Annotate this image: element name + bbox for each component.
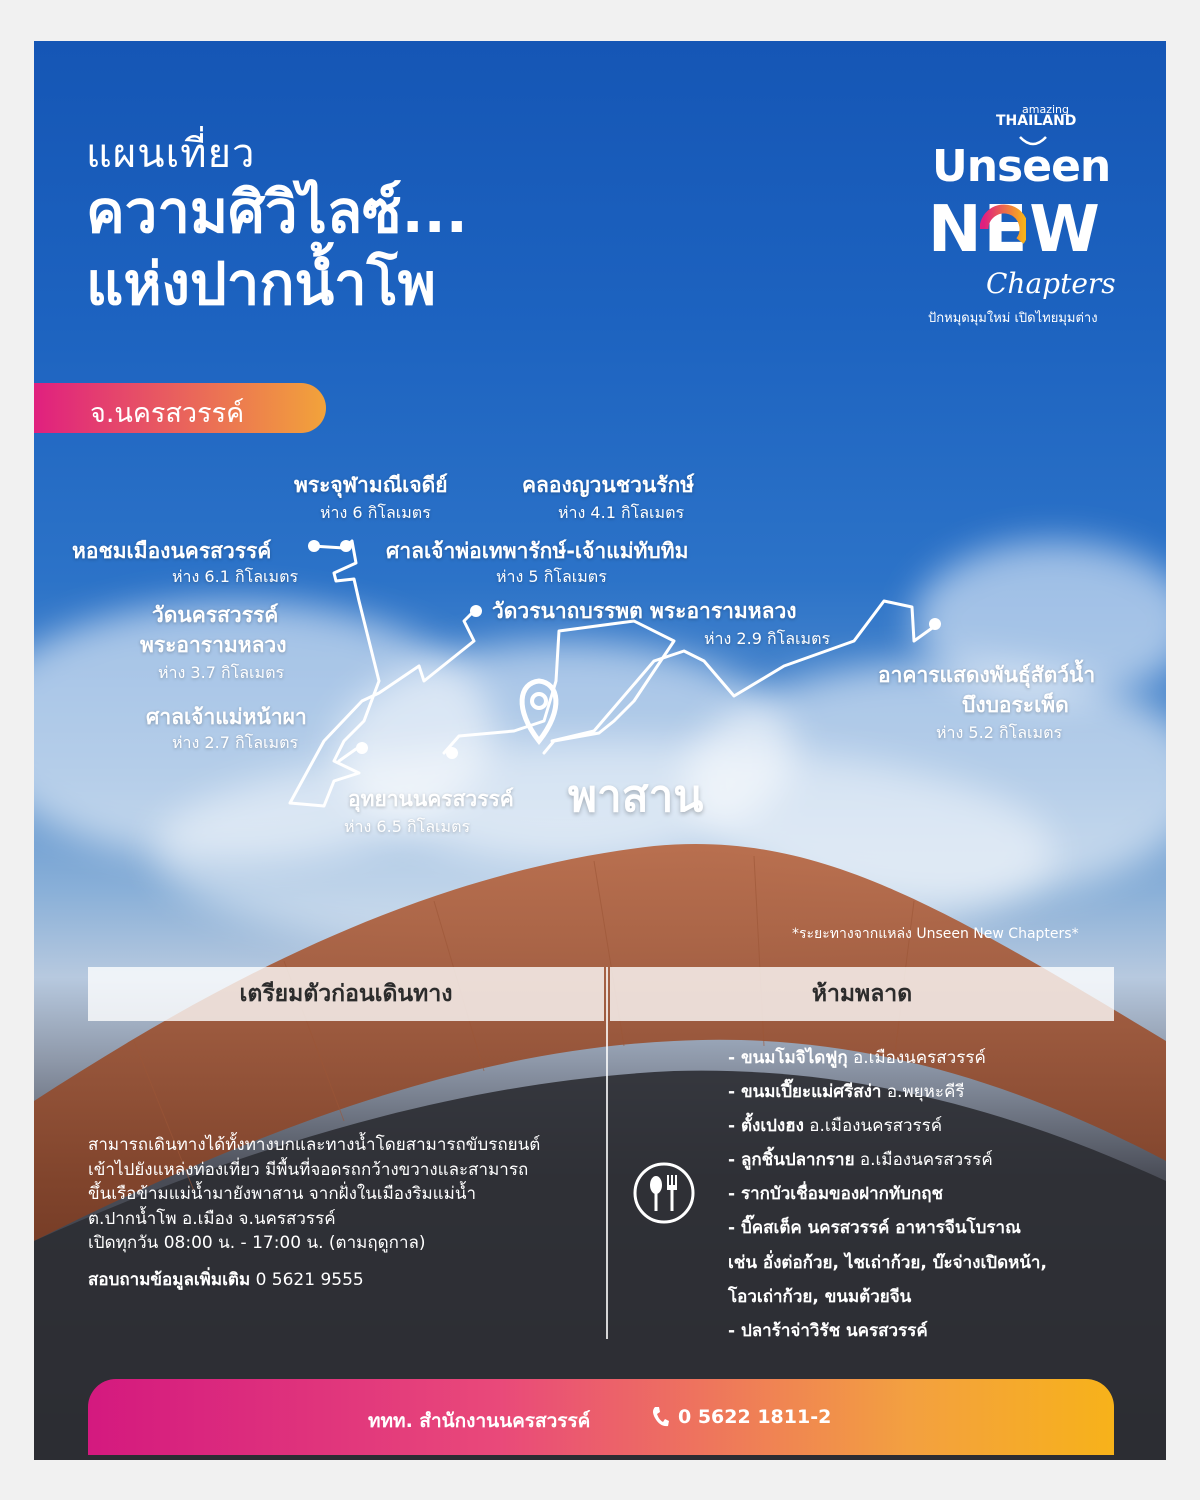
distance-note: *ระยะทางจากแหล่ง Unseen New Chapters* (792, 926, 1079, 942)
place-name: อาคารแสดงพันธุ์สัตว์น้ำ (878, 663, 1096, 687)
list-item: - ปลาร้าจ่าวิรัช นครสวรรค์ (728, 1320, 928, 1341)
place-name: วัดวรนาถบรรพต พระอารามหลวง (492, 599, 797, 623)
list-item: โอวเถ่าก้วย, ขนมต้วยจีน (728, 1286, 912, 1307)
unseen-new-chapters-logo: amazing THAILAND Unseen NEW Chapters ปักหมุดมุมใหม่ เปิดไทยมุมต่าง (928, 103, 1116, 326)
route-dots (308, 540, 941, 759)
place-name: คลองญวนชวนรักษ์ (522, 473, 695, 497)
poster (34, 41, 1166, 1460)
headline-line-3: แห่งปากน้ำโพ (86, 250, 437, 318)
prepare-heading: เตรียมตัวก่อนเดินทาง (88, 967, 604, 1021)
headline-small: แผนเที่ยว (86, 131, 256, 177)
list-item: - ขนมเปี๊ยะแม่ศรีสง่า อ.พยุหะคีรี (728, 1082, 965, 1103)
place-name: พระจุฬามณีเจดีย์ (294, 473, 448, 497)
place-name-line-2: บึงบอระเพ็ด (962, 693, 1069, 717)
prepare-text: สามารถเดินทางได้ทั้งทางบกและทางน้ำโดยสามารถขับรถยนต์ เข้าไปยังแหล่งท่องเที่ยว มีพื้นที่จอดรถกว้างขวางและสามารถ ขึ้นเรือข้ามแม่น้ำมายังพาสาน จากฝั่งในเมืองริมแม่น้ำ ต.ปากน้ำโพ อ.เมือง จ.นครสวรรค์ เปิดทุกวัน 08:00 น. - 17:00 น. (ตามฤดูกาล) สอบถามข้อมูลเพิ่มเติม 0 5621 9555 (88, 1133, 540, 1292)
place-name: ศาลเจ้าพ่อเทพารักษ์-เจ้าแม่ทับทิม (386, 539, 689, 563)
place-distance: ห่าง 5 กิโลเมตร (496, 567, 607, 586)
province-label: จ.นครสวรรค์ (90, 398, 245, 429)
place-distance: ห่าง 6.5 กิโลเมตร (344, 817, 471, 836)
place-distance: ห่าง 6.1 กิโลเมตร (172, 567, 299, 586)
list-item: - รากบัวเชื่อมของฝากทับกฤช (728, 1184, 944, 1205)
list-item: - ตั้งเปงฮง อ.เมืองนครสวรรค์ (728, 1116, 943, 1137)
footer-office: ททท. สำนักงานนครสวรรค์ (368, 1410, 591, 1432)
place-distance: ห่าง 4.1 กิโลเมตร (558, 503, 685, 522)
list-item: - ขนมโมจิไดฟูกุ อ.เมืองนครสวรรค์ (728, 1048, 986, 1068)
place-name: หอชมเมืองนครสวรรค์ (72, 539, 272, 563)
contact-label: สอบถามข้อมูลเพิ่มเติม (88, 1269, 251, 1290)
panel-divider (606, 967, 608, 1339)
contact-line (88, 1268, 540, 1293)
place-name-line-2: พระอารามหลวง (140, 633, 287, 657)
place-distance: ห่าง 2.9 กิโลเมตร (704, 629, 831, 648)
center-place-name: พาสาน (568, 771, 704, 822)
phone-icon (650, 1405, 670, 1429)
footer-bar (88, 1379, 1114, 1455)
place-distance: ห่าง 5.2 กิโลเมตร (936, 723, 1063, 742)
must-heading: ห้ามพลาด (610, 967, 1114, 1021)
location-pin-icon (522, 666, 556, 741)
place-distance: ห่าง 2.7 กิโลเมตร (172, 733, 299, 752)
must-list (728, 1047, 1047, 1354)
place-distance: ห่าง 3.7 กิโลเมตร (158, 663, 285, 682)
list-item: - ลูกชิ้นปลากราย อ.เมืองนครสวรรค์ (728, 1150, 993, 1171)
utensils-icon (632, 1161, 696, 1225)
place-distance: ห่าง 6 กิโลเมตร (320, 503, 431, 522)
footer-phone: 0 5622 1811-2 (678, 1406, 832, 1428)
list-item: เช่น อั่งต่อก้วย, ไชเถ่าก้วย, บ๊ะจ่างเปิดหน้า, (728, 1252, 1047, 1273)
contact-phone: 0 5621 9555 (255, 1269, 364, 1290)
place-name: อุทยานนครสวรรค์ (348, 787, 514, 811)
province-tag (34, 383, 326, 433)
place-name: วัดนครสวรรค์ (152, 603, 279, 627)
place-name: ศาลเจ้าแม่หน้าผา (146, 705, 307, 729)
list-item: - บิ๊คสเต็ค นครสวรรค์ อาหารจีนโบราณ (728, 1218, 1021, 1239)
headline-line-2: ความศิวิไลซ์... (86, 178, 468, 246)
